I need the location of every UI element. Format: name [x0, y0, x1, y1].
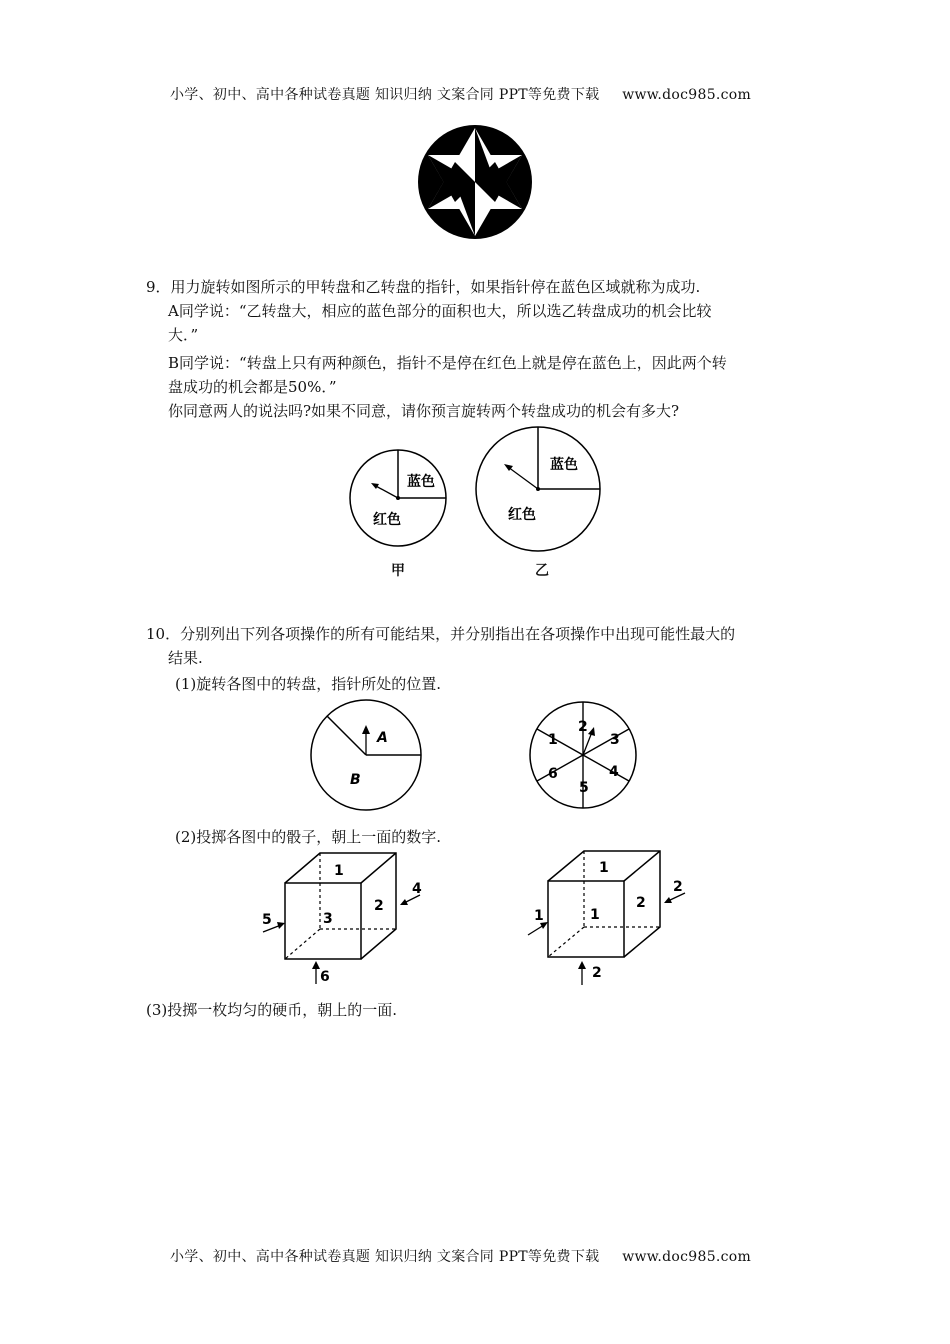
star-circle-figure	[415, 122, 535, 242]
cube1-arrow-bottom: 6	[320, 969, 330, 985]
q10-part1: (1)旋转各图中的转盘，指针所处的位置.	[175, 675, 442, 693]
jia-blue-label: 蓝色	[407, 474, 435, 490]
six-label-3: 3	[610, 732, 620, 748]
q9-line2: A同学说：“乙转盘大，相应的蓝色部分的面积也大，所以选乙转盘成功的机会比较	[168, 302, 712, 320]
page-footer	[170, 1246, 751, 1266]
q10-line1: 10．分别列出下列各项操作的所有可能结果，并分别指出在各项操作中出现可能性最大的	[146, 625, 736, 643]
cube1-top: 1	[334, 863, 344, 879]
cube2-back: 1	[590, 907, 600, 923]
footer-url: www.doc985.com	[622, 1249, 752, 1265]
q9-line4: B同学说：“转盘上只有两种颜色，指针不是停在红色上就是停在蓝色上，因此两个转	[168, 354, 727, 372]
six-label-4: 4	[609, 764, 619, 780]
header-url: www.doc985.com	[622, 87, 752, 103]
cube2-top: 1	[599, 860, 609, 876]
cube2-right: 2	[636, 895, 646, 911]
cube1-arrow-right: 4	[412, 881, 422, 897]
cube1-back: 3	[323, 911, 333, 927]
spinner-yi	[472, 423, 604, 558]
cube1-right: 2	[374, 898, 384, 914]
spinner-jia	[345, 448, 455, 558]
spinner-ab	[308, 698, 426, 816]
q10-part2: (2)投掷各图中的骰子，朝上一面的数字.	[175, 828, 442, 846]
jia-caption: 甲	[391, 563, 405, 579]
six-label-2: 2	[578, 719, 588, 735]
cube2-arrow-bottom: 2	[592, 965, 602, 981]
q10-part3: (3)投掷一枚均匀的硬币，朝上的一面.	[146, 1001, 398, 1019]
yi-caption: 乙	[535, 563, 549, 579]
six-label-1: 1	[548, 732, 558, 748]
six-label-6: 6	[548, 766, 558, 782]
six-label-5: 5	[579, 780, 589, 796]
dice-cube-1	[255, 848, 435, 988]
footer-text: 小学、初中、高中各种试卷真题 知识归纳 文案合同 PPT等免费下载	[170, 1249, 600, 1265]
spinner-six	[525, 700, 641, 812]
page-header	[170, 84, 751, 104]
header-text: 小学、初中、高中各种试卷真题 知识归纳 文案合同 PPT等免费下载	[170, 87, 600, 103]
q9-line5: 盘成功的机会都是50%．”	[168, 378, 337, 396]
cube2-arrow-right: 2	[673, 879, 683, 895]
jia-red-label: 红色	[373, 512, 401, 528]
yi-red-label: 红色	[508, 507, 536, 523]
ab-label-a: A	[377, 730, 388, 746]
q9-line6: 你同意两人的说法吗?如果不同意，请你预言旋转两个转盘成功的机会有多大?	[168, 402, 680, 420]
q9-line3: 大．”	[168, 326, 199, 344]
q10-line2: 结果.	[168, 649, 203, 667]
cube1-arrow-left: 5	[262, 912, 272, 928]
dice-cube-2	[520, 845, 700, 985]
yi-blue-label: 蓝色	[550, 457, 578, 473]
ab-label-b: B	[350, 772, 361, 788]
cube2-arrow-left: 1	[534, 908, 544, 924]
q9-line1: 9．用力旋转如图所示的甲转盘和乙转盘的指针，如果指针停在蓝色区域就称为成功.	[146, 278, 701, 296]
